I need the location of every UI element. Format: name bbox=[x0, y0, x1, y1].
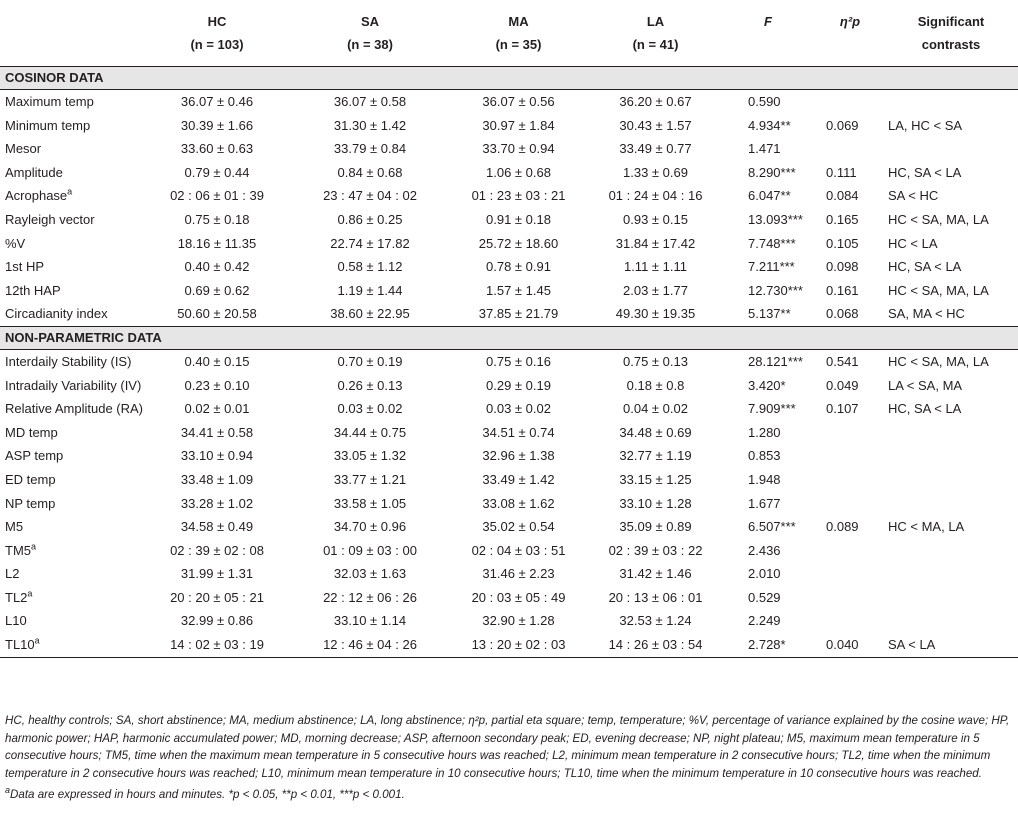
header-ma-n: (n = 35) bbox=[495, 37, 542, 52]
cell-eta: 0.161 bbox=[826, 282, 859, 298]
cell-contrast bbox=[884, 421, 1018, 445]
cell-hc: 33.60 ± 0.63 bbox=[180, 141, 254, 157]
cell-contrast: LA < SA, MA bbox=[888, 377, 963, 393]
row-label bbox=[0, 539, 140, 563]
cell-hc: 50.60 ± 20.58 bbox=[177, 306, 257, 322]
cell-ma: 0.29 ± 0.19 bbox=[486, 377, 551, 393]
cell-contrast: HC, SA < LA bbox=[888, 259, 962, 275]
cell-sa: 0.86 ± 0.25 bbox=[337, 211, 403, 227]
cell-la: 1.33 ± 0.69 bbox=[623, 164, 688, 180]
cell-f: 28.121*** bbox=[748, 353, 803, 369]
table-row bbox=[0, 492, 1018, 516]
cell-contrast bbox=[884, 492, 1018, 516]
cell-contrast bbox=[884, 90, 1018, 114]
row-label-text: 1st HP bbox=[5, 259, 45, 275]
row-label bbox=[0, 562, 140, 586]
cell-ma: 0.03 ± 0.02 bbox=[486, 401, 551, 417]
section-header bbox=[0, 326, 1018, 349]
cell-f: 2.249 bbox=[748, 613, 781, 629]
cell-sa: 36.07 ± 0.58 bbox=[333, 94, 407, 109]
cell-contrast bbox=[884, 586, 1018, 610]
cell-sa: 34.70 ± 0.96 bbox=[333, 519, 407, 535]
cell-f: 4.934** bbox=[748, 117, 791, 133]
cell-hc: 0.23 ± 0.10 bbox=[184, 377, 250, 393]
cell-hc: 02 : 06 ± 01 : 39 bbox=[170, 188, 264, 204]
cell-contrast: HC < SA, MA, LA bbox=[888, 353, 989, 369]
cell-ma: 02 : 04 ± 03 : 51 bbox=[471, 542, 566, 558]
cell-contrast bbox=[884, 562, 1018, 586]
row-label bbox=[0, 468, 140, 492]
table-row bbox=[0, 255, 1018, 279]
table-row bbox=[0, 397, 1018, 421]
header-sa-n: (n = 38) bbox=[347, 37, 393, 52]
cell-la: 32.53 ± 1.24 bbox=[619, 613, 692, 629]
cell-eta: 0.541 bbox=[826, 353, 859, 369]
cell-sa: 01 : 09 ± 03 : 00 bbox=[323, 542, 417, 558]
table-row bbox=[0, 279, 1018, 303]
cell-hc: 33.48 ± 1.09 bbox=[180, 471, 254, 487]
cell-contrast: SA, MA < HC bbox=[888, 306, 965, 322]
cell-eta: 0.049 bbox=[826, 377, 859, 393]
cell-f: 1.471 bbox=[748, 141, 781, 157]
table-row bbox=[0, 90, 1018, 114]
cell-la: 31.84 ± 17.42 bbox=[615, 235, 696, 251]
cell-ma: 31.46 ± 2.23 bbox=[482, 566, 555, 582]
cell-hc: 0.69 ± 0.62 bbox=[184, 282, 250, 298]
cell-ma: 1.06 ± 0.68 bbox=[486, 164, 551, 180]
row-label bbox=[0, 349, 140, 373]
cell-sa: 32.03 ± 1.63 bbox=[333, 566, 407, 582]
header-significant: Significant bbox=[917, 14, 985, 29]
cell-contrast bbox=[884, 609, 1018, 633]
cell-sa: 33.79 ± 0.84 bbox=[333, 141, 407, 157]
cell-contrast bbox=[884, 539, 1018, 563]
cell-eta bbox=[816, 137, 884, 161]
cell-eta: 0.069 bbox=[826, 117, 859, 133]
cell-ma: 32.96 ± 1.38 bbox=[482, 448, 555, 464]
cell-ma: 13 : 20 ± 02 : 03 bbox=[446, 633, 591, 657]
cell-eta bbox=[816, 468, 884, 492]
footnote-abbreviations: HC, healthy controls; SA, short abstinence; MA, medium abstinence; LA, long abstinence; η²p, partial eta square; temp, temperature; %V, percentage of variance explained by the cosine wave; HP, harmonic power; HAP, harmonic accumulated power; MD, morning decrease; ASP, afternoon secondary peak; ED, evening decrease; NP, night plateau; M5, maximum mean temperature in 5 consecutive hours; TM5, time when the maximum mean temperature in 5 consecutive hours was reached; L2, minimum mean temperature in 2 consecutive hours; TL2, time when the minimum temperature in 2 consecutive hours was reached; L10, minimum mean temperature in 10 consecutive hours; TL10, time when the minimum temperature in 10 consecutive hours was reached. bbox=[5, 714, 1010, 780]
cell-ma: 0.75 ± 0.16 bbox=[486, 353, 551, 369]
cell-eta: 0.068 bbox=[826, 306, 859, 322]
row-label-text: Circadianity index bbox=[5, 306, 108, 322]
table-body bbox=[0, 67, 1018, 658]
table-row bbox=[0, 349, 1018, 373]
cell-ma: 36.07 ± 0.56 bbox=[482, 94, 555, 109]
section-header bbox=[0, 67, 1018, 90]
cell-hc: 0.40 ± 0.15 bbox=[184, 353, 250, 369]
cell-hc: 14 : 02 ± 03 : 19 bbox=[140, 633, 294, 657]
cell-ma: 33.70 ± 0.94 bbox=[482, 141, 555, 157]
cell-la: 36.20 ± 0.67 bbox=[619, 94, 692, 109]
header-eta: η²p bbox=[839, 14, 861, 29]
cell-ma: 20 : 03 ± 05 : 49 bbox=[471, 589, 566, 605]
cell-eta: 0.105 bbox=[826, 235, 859, 251]
header-sa: SA bbox=[360, 14, 380, 29]
row-label bbox=[0, 302, 140, 326]
row-label-text: L10 bbox=[5, 613, 27, 629]
cell-f: 7.909*** bbox=[748, 401, 796, 417]
cell-eta bbox=[816, 444, 884, 468]
row-label-text: 12th HAP bbox=[5, 282, 61, 298]
row-label bbox=[0, 609, 140, 633]
cell-la: 02 : 39 ± 03 : 22 bbox=[608, 542, 703, 558]
row-label-sup: a bbox=[34, 635, 40, 646]
row-label bbox=[0, 374, 140, 398]
cell-f: 1.280 bbox=[748, 424, 781, 440]
cell-contrast bbox=[884, 137, 1018, 161]
cell-hc: 18.16 ± 11.35 bbox=[177, 235, 257, 251]
row-label-text: Maximum temp bbox=[5, 94, 94, 109]
cell-contrast bbox=[884, 444, 1018, 468]
row-label-text: Intradaily Variability (IV) bbox=[5, 377, 142, 393]
table-row bbox=[0, 232, 1018, 256]
cell-hc: 0.40 ± 0.42 bbox=[184, 259, 250, 275]
cell-hc: 33.28 ± 1.02 bbox=[180, 495, 254, 511]
row-label bbox=[0, 397, 143, 421]
cell-eta: 0.107 bbox=[826, 401, 859, 417]
cell-contrast bbox=[884, 468, 1018, 492]
cell-ma: 1.57 ± 1.45 bbox=[486, 282, 551, 298]
row-label bbox=[0, 633, 140, 657]
table-header bbox=[0, 0, 1018, 67]
row-label bbox=[0, 184, 140, 208]
row-label bbox=[0, 492, 140, 516]
section-title: COSINOR DATA bbox=[0, 67, 1018, 90]
table-row bbox=[0, 184, 1018, 208]
table-row bbox=[0, 137, 1018, 161]
row-label-sup: a bbox=[27, 588, 33, 599]
header-blank bbox=[0, 0, 140, 33]
cell-sa: 12 : 46 ± 04 : 26 bbox=[294, 633, 446, 657]
cell-la: 14 : 26 ± 03 : 54 bbox=[591, 633, 720, 657]
cell-la: 33.15 ± 1.25 bbox=[619, 471, 692, 487]
cell-eta: 0.111 bbox=[826, 164, 857, 180]
cell-ma: 33.49 ± 1.42 bbox=[482, 471, 555, 487]
row-label-text: Mesor bbox=[5, 141, 42, 157]
row-label bbox=[0, 444, 140, 468]
cell-ma: 0.78 ± 0.91 bbox=[486, 259, 551, 275]
cell-hc: 34.41 ± 0.58 bbox=[180, 424, 254, 440]
table-row bbox=[0, 515, 1018, 539]
cell-la: 2.03 ± 1.77 bbox=[623, 282, 688, 298]
cell-ma: 25.72 ± 18.60 bbox=[478, 235, 559, 251]
cell-sa: 0.84 ± 0.68 bbox=[337, 164, 403, 180]
cell-eta bbox=[816, 562, 884, 586]
row-label-text: Rayleigh vector bbox=[5, 211, 95, 227]
cell-la: 0.18 ± 0.8 bbox=[626, 377, 685, 393]
row-label-text: TL10 bbox=[5, 637, 35, 653]
cell-hc: 34.58 ± 0.49 bbox=[180, 519, 254, 535]
cell-sa: 0.26 ± 0.13 bbox=[337, 377, 403, 393]
cell-ma: 32.90 ± 1.28 bbox=[482, 613, 555, 629]
cell-f: 7.748*** bbox=[748, 235, 796, 251]
cell-contrast: LA, HC < SA bbox=[888, 117, 963, 133]
footnote-note bbox=[5, 786, 1010, 804]
cell-f: 2.728* bbox=[720, 633, 816, 657]
cell-la: 1.11 ± 1.11 bbox=[623, 259, 688, 275]
cell-la: 32.77 ± 1.19 bbox=[619, 448, 692, 464]
cell-ma: 37.85 ± 21.79 bbox=[478, 306, 559, 322]
header-blank-2 bbox=[0, 33, 140, 67]
table-row bbox=[0, 114, 1018, 138]
header-f: F bbox=[764, 14, 772, 29]
cell-sa: 0.03 ± 0.02 bbox=[337, 401, 403, 417]
cell-la: 33.10 ± 1.28 bbox=[619, 495, 692, 511]
cell-la: 20 : 13 ± 06 : 01 bbox=[608, 589, 703, 605]
row-label-text: MD temp bbox=[5, 424, 58, 440]
row-label-text: NP temp bbox=[5, 495, 56, 511]
cell-f: 6.507*** bbox=[748, 519, 796, 535]
cell-f: 1.677 bbox=[748, 495, 781, 511]
cell-f: 3.420* bbox=[748, 377, 786, 393]
cell-hc: 32.99 ± 0.86 bbox=[180, 613, 254, 629]
cell-f: 0.590 bbox=[748, 94, 781, 109]
cell-contrast: HC < LA bbox=[888, 235, 938, 251]
cell-sa: 33.05 ± 1.32 bbox=[333, 448, 407, 464]
table-row bbox=[0, 161, 1018, 185]
cell-eta bbox=[816, 90, 884, 114]
header-ma: MA bbox=[508, 14, 529, 29]
cell-sa: 23 : 47 ± 04 : 02 bbox=[323, 188, 417, 204]
cell-contrast: HC < MA, LA bbox=[888, 519, 965, 535]
cell-eta bbox=[816, 609, 884, 633]
cell-la: 30.43 ± 1.57 bbox=[619, 117, 692, 133]
cell-sa: 0.70 ± 0.19 bbox=[337, 353, 403, 369]
cell-eta: 0.040 bbox=[816, 633, 884, 657]
cell-sa: 22.74 ± 17.82 bbox=[330, 235, 410, 251]
header-la: LA bbox=[646, 14, 665, 29]
cell-hc: 0.79 ± 0.44 bbox=[184, 164, 250, 180]
table-row bbox=[0, 609, 1018, 633]
row-label-text: ED temp bbox=[5, 471, 56, 487]
row-label bbox=[0, 515, 140, 539]
row-label-text: Relative Amplitude (RA) bbox=[5, 401, 143, 417]
table-row bbox=[0, 444, 1018, 468]
cell-la: 0.75 ± 0.13 bbox=[623, 353, 688, 369]
cell-ma: 0.91 ± 0.18 bbox=[486, 211, 551, 227]
header-blank-3 bbox=[720, 33, 816, 67]
cell-ma: 01 : 23 ± 03 : 21 bbox=[471, 188, 566, 204]
row-label-text: Amplitude bbox=[5, 164, 63, 180]
cell-ma: 34.51 ± 0.74 bbox=[482, 424, 555, 440]
cell-ma: 33.08 ± 1.62 bbox=[482, 495, 555, 511]
cell-f: 13.093*** bbox=[748, 211, 803, 227]
cell-sa: 34.44 ± 0.75 bbox=[333, 424, 407, 440]
cell-hc: 33.10 ± 0.94 bbox=[180, 448, 254, 464]
cell-contrast: SA < LA bbox=[884, 633, 1018, 657]
cell-contrast: HC, SA < LA bbox=[888, 164, 962, 180]
table-row bbox=[0, 468, 1018, 492]
cell-f: 0.529 bbox=[748, 589, 781, 605]
cell-ma: 35.02 ± 0.54 bbox=[482, 519, 555, 535]
header-hc: HC bbox=[207, 14, 227, 29]
row-label bbox=[0, 586, 140, 610]
cell-f: 5.137** bbox=[748, 306, 791, 322]
cell-eta bbox=[816, 492, 884, 516]
cell-sa: 38.60 ± 22.95 bbox=[330, 306, 410, 322]
cell-sa: 33.58 ± 1.05 bbox=[333, 495, 407, 511]
cell-f: 2.436 bbox=[748, 542, 781, 558]
row-label bbox=[0, 232, 140, 256]
header-contrasts: contrasts bbox=[921, 37, 981, 52]
row-label-text: ASP temp bbox=[5, 448, 64, 464]
section-title: NON-PARAMETRIC DATA bbox=[0, 326, 1018, 349]
cell-eta: 0.084 bbox=[826, 188, 859, 204]
row-label bbox=[0, 137, 140, 161]
cell-la: 0.04 ± 0.02 bbox=[623, 401, 688, 417]
cell-contrast: HC, SA < LA bbox=[888, 401, 962, 417]
cell-sa: 1.19 ± 1.44 bbox=[337, 282, 403, 298]
cell-hc: 36.07 ± 0.46 bbox=[180, 94, 254, 109]
header-blank-4 bbox=[816, 33, 884, 67]
header-hc-n: (n = 103) bbox=[190, 37, 244, 52]
table-row bbox=[0, 374, 1018, 398]
row-label bbox=[0, 114, 140, 138]
cell-f: 0.853 bbox=[748, 448, 781, 464]
row-label-text: Minimum temp bbox=[5, 117, 91, 133]
cell-la: 35.09 ± 0.89 bbox=[619, 519, 692, 535]
header-la-n: (n = 41) bbox=[632, 37, 679, 52]
cell-f: 8.290*** bbox=[748, 164, 796, 180]
cell-hc: 0.75 ± 0.18 bbox=[184, 211, 250, 227]
table-row bbox=[0, 208, 1018, 232]
cell-contrast: HC < SA, MA, LA bbox=[888, 282, 989, 298]
row-label-text: Acrophase bbox=[5, 188, 68, 204]
cell-f: 1.948 bbox=[748, 471, 781, 487]
row-label bbox=[0, 279, 140, 303]
cell-sa: 22 : 12 ± 06 : 26 bbox=[323, 589, 417, 605]
row-label-sup: a bbox=[31, 541, 37, 552]
cell-eta: 0.165 bbox=[826, 211, 859, 227]
cell-sa: 33.77 ± 1.21 bbox=[333, 471, 407, 487]
table-row bbox=[0, 539, 1018, 563]
table-row bbox=[0, 633, 1018, 657]
row-label-text: Interdaily Stability (IS) bbox=[5, 353, 132, 369]
row-label bbox=[0, 161, 140, 185]
table-row bbox=[0, 586, 1018, 610]
cell-contrast: HC < SA, MA, LA bbox=[888, 211, 989, 227]
cell-eta bbox=[816, 586, 884, 610]
footnote-note-sup: a bbox=[5, 785, 11, 796]
row-label-text: L2 bbox=[5, 566, 20, 582]
cell-f: 7.211*** bbox=[748, 259, 795, 275]
cell-hc: 30.39 ± 1.66 bbox=[180, 117, 254, 133]
row-label bbox=[0, 255, 140, 279]
cell-f: 2.010 bbox=[748, 566, 781, 582]
table-footnote bbox=[5, 712, 1010, 804]
row-label-text: TL2 bbox=[5, 589, 28, 605]
footnote-note-text: Data are expressed in hours and minutes. *p < 0.05, **p < 0.01, ***p < 0.001. bbox=[10, 788, 405, 801]
cell-sa: 0.58 ± 1.12 bbox=[337, 259, 403, 275]
table-row bbox=[0, 562, 1018, 586]
cell-f: 6.047** bbox=[748, 188, 791, 204]
cell-ma: 30.97 ± 1.84 bbox=[482, 117, 555, 133]
row-label-text: %V bbox=[5, 235, 26, 251]
cell-hc: 31.99 ± 1.31 bbox=[180, 566, 254, 582]
cell-f: 12.730*** bbox=[748, 282, 803, 298]
row-label bbox=[0, 90, 140, 114]
row-label-sup: a bbox=[67, 187, 73, 198]
row-label-text: M5 bbox=[5, 519, 24, 535]
cell-eta: 0.089 bbox=[826, 519, 859, 535]
cell-hc: 0.02 ± 0.01 bbox=[184, 401, 250, 417]
cell-sa: 33.10 ± 1.14 bbox=[333, 613, 407, 629]
cell-la: 49.30 ± 19.35 bbox=[615, 306, 696, 322]
cell-contrast: SA < HC bbox=[888, 188, 939, 204]
row-label bbox=[0, 208, 140, 232]
cell-eta: 0.098 bbox=[826, 259, 859, 275]
cell-la: 33.49 ± 0.77 bbox=[619, 141, 692, 157]
table-row bbox=[0, 421, 1018, 445]
cell-la: 34.48 ± 0.69 bbox=[619, 424, 692, 440]
cell-la: 0.93 ± 0.15 bbox=[623, 211, 688, 227]
cell-eta bbox=[816, 539, 884, 563]
table-row bbox=[0, 302, 1018, 326]
row-label-text: TM5 bbox=[5, 542, 31, 558]
cell-hc: 02 : 39 ± 02 : 08 bbox=[170, 542, 264, 558]
cell-eta bbox=[816, 421, 884, 445]
row-label bbox=[0, 421, 140, 445]
cell-la: 01 : 24 ± 04 : 16 bbox=[608, 188, 703, 204]
cell-sa: 31.30 ± 1.42 bbox=[333, 117, 407, 133]
cell-la: 31.42 ± 1.46 bbox=[619, 566, 692, 582]
cell-hc: 20 : 20 ± 05 : 21 bbox=[170, 589, 264, 605]
